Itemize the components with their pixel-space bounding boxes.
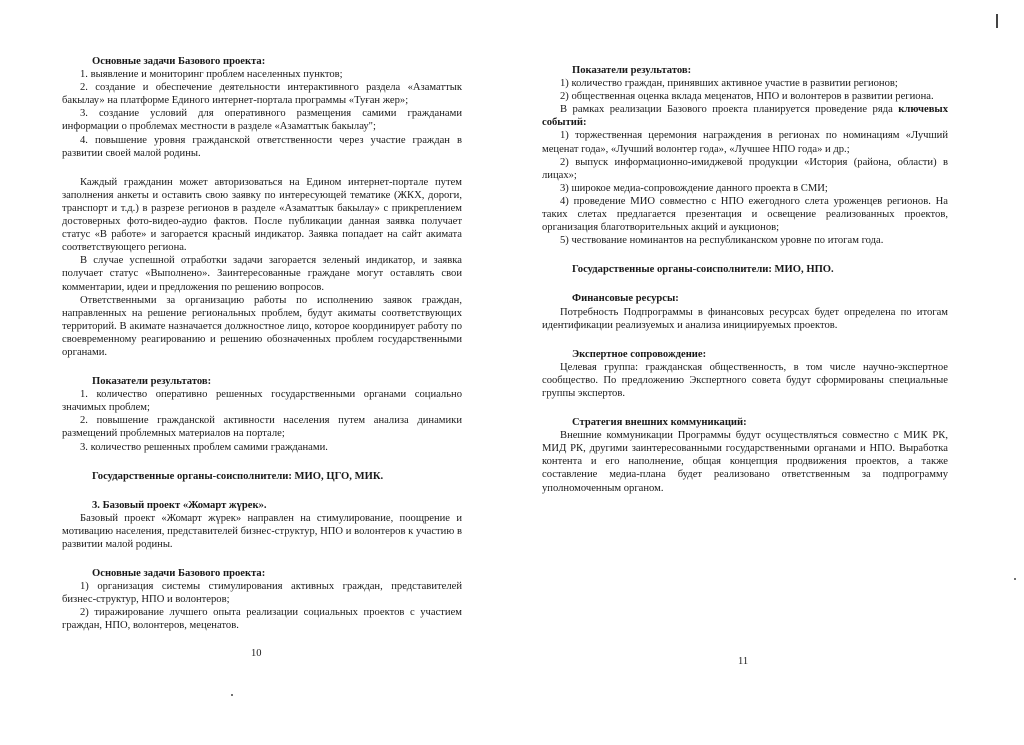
task-item: 3. создание условий для оперативного размещения самими гражданами информации о проблемах местности в разделе «Азаматтык бакылау"; <box>62 108 462 133</box>
events-intro-bold: ключевых событий: <box>542 104 948 129</box>
task-item: 2. создание и обеспечение деятельности интерактивного раздела «Азаматтык бакылау» на платформе Единого интернет-портала программы «Туған жер»; <box>62 82 462 107</box>
page-number-right: 11 <box>738 656 749 667</box>
result-item: 2. повышение гражданской активности населения путем анализа динамики размещений проблемных материалов на портале; <box>62 415 462 440</box>
scan-mark <box>996 14 998 28</box>
event-item: 5) чествование номинантов на республиканском уровне по итогам года. <box>560 235 884 247</box>
body-paragraph: Ответственными за организацию работы по исполнению заявок граждан, направленных на решение региональных проблем, будут акиматы соответствующих территорий. В акимате назначается должностное лицо, которое координирует работу по своевременному реагированию и решению обозначенных проблем государственными органами. <box>62 294 462 358</box>
task-item: 1. выявление и мониторинг проблем населенных пунктов; <box>80 69 343 81</box>
page-number-left: 10 <box>251 648 262 659</box>
result-item: 2) общественная оценка вклада меценатов, НПО и волонтеров в развитии региона. <box>560 91 934 103</box>
body-paragraph: Базовый проект «Жомарт жүрек» направлен на стимулирование, поощрение и мотивацию населения, представителей бизнес-структур, НПО и волонтеров к участию в развитии малой родины. <box>62 512 462 550</box>
right-page <box>542 0 948 745</box>
result-item: 1) количество граждан, принявших активное участие в развитии регионов; <box>560 78 898 90</box>
heading-financial-resources: Финансовые ресурсы: <box>572 293 679 305</box>
body-paragraph: Каждый гражданин может авторизоваться на Едином интернет-портале путем заполнения анкеты и оставить свою заявку по интересующей тематике (ЖКХ, дороги, транспорт и т.д.) в разрезе регионов в разделе «Азаматтык бакылау» с прикреплением достоверных фото-видео-аудио фактов. После публикации данная заявка получает статус «В работе» и загорается красный индикатор. Заявка попадает на сайт акимата соответствующего региона. <box>62 176 462 254</box>
body-paragraph: В случае успешной отработки задачи загорается зеленый индикатор, и заявка получает статус «Выполнено». Заинтересованные граждане могут оставлять свои комментарии, идеи и предложения по решению вопросов. <box>62 255 462 293</box>
events-intro <box>542 103 948 129</box>
heading-project-zhomart: 3. Базовый проект «Жомарт жүрек». <box>92 499 267 511</box>
task-item: 4. повышение уровня гражданской ответственности через участие граждан в развитии своей малой родины. <box>62 134 462 159</box>
event-item: 3) широкое медиа-сопровождение данного проекта в СМИ; <box>560 182 828 194</box>
heading-expert-support: Экспертное сопровождение: <box>572 348 707 360</box>
heading-coexecutors: Государственные органы-соисполнители: МИО, ЦГО, МИК. <box>92 470 384 482</box>
heading-coexecutors: Государственные органы-соисполнители: МИО, НПО. <box>572 264 834 276</box>
body-paragraph: Целевая группа: гражданская общественность, в том числе научно-экспертное сообщество. По предложению Экспертного совета будут сформированы специальные группы экспертов. <box>542 361 948 399</box>
events-intro-text: В рамках реализации Базового проекта планируется проведение ряда <box>560 104 893 116</box>
body-paragraph: Внешние коммуникации Программы будут осуществляться совместно с МИК РК, МИД РК, другими заинтересованными государственными органами и НПО. Выработка контента и его наполнение, общая концепция продвижения проектов, а также составление медиа-плана будет реализовано ответственным за подпрограмму уполномоченным органом. <box>542 430 948 494</box>
task-item: 1) организация системы стимулирования активных граждан, представителей бизнес-структур, НПО и волонтеров; <box>62 581 462 606</box>
heading-results: Показатели результатов: <box>572 65 692 76</box>
result-item: 1. количество оперативно решенных государственными органами социально значимых проблем; <box>62 389 462 414</box>
event-item: 1) торжественная церемония награждения в регионах по номинациям «Лучший меценат года», «Лучший волонтер года», «Лучшее НПО года» и др.; <box>542 130 948 155</box>
scan-speck <box>231 694 233 696</box>
left-page <box>62 0 462 745</box>
result-item: 3. количество решенных проблем самими гражданами. <box>80 441 328 453</box>
heading-results: Показатели результатов: <box>92 376 212 388</box>
heading-communication-strategy: Стратегия внешних коммуникаций: <box>572 417 747 429</box>
body-paragraph: Потребность Подпрограммы в финансовых ресурсах будет определена по итогам идентификации реализуемых и анализа инициируемых проектов. <box>542 306 948 331</box>
task-item: 2) тиражирование лучшего опыта реализации социальных проектов с участием граждан, НПО, волонтеров, меценатов. <box>62 607 462 632</box>
event-item: 4) проведение МИО совместно с НПО ежегодного слета уроженцев регионов. На таких слетах предлагается презентация и освещение реализованных проектов, организация благотворительных акций и аукционов; <box>542 195 948 234</box>
heading-basic-tasks: Основные задачи Базового проекта: <box>92 56 266 67</box>
event-item: 2) выпуск информационно-имиджевой продукции «История (района, области) в лицах»; <box>542 156 948 181</box>
heading-basic-tasks-2: Основные задачи Базового проекта: <box>92 568 266 580</box>
scan-speck <box>1014 578 1016 580</box>
